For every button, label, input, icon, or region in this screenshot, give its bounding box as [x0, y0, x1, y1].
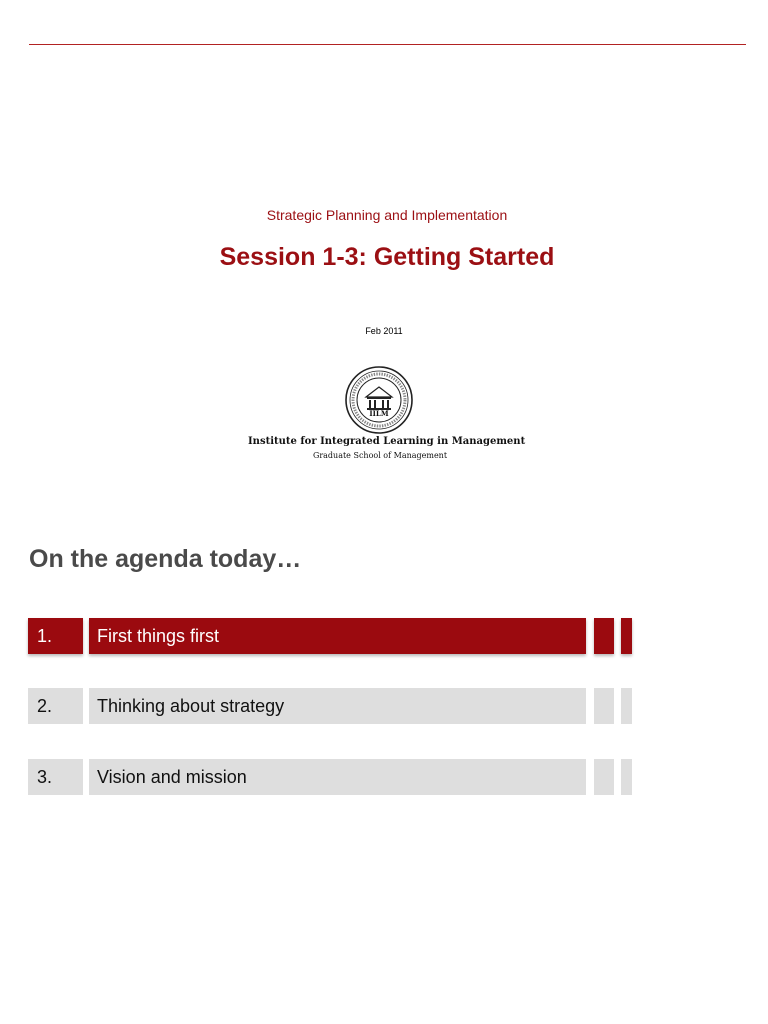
iilm-seal-icon — [344, 365, 414, 435]
agenda-item-label: First things first — [89, 618, 586, 654]
agenda-item-number: 3. — [28, 759, 83, 795]
top-divider — [29, 44, 746, 45]
agenda-item-3 — [28, 759, 634, 795]
institute-logo — [248, 365, 526, 465]
agenda-item-number: 2. — [28, 688, 83, 724]
session-title: Session 1-3: Getting Started — [219, 243, 555, 271]
institution-name: Institute for Integrated Learning in Management — [248, 436, 526, 447]
agenda-item-tab — [621, 688, 632, 724]
session-date: Feb 2011 — [365, 326, 403, 336]
agenda-item-tab — [594, 759, 614, 795]
agenda-item-tab — [594, 688, 614, 724]
agenda-item-number: 1. — [28, 618, 83, 654]
agenda-heading: On the agenda today… — [29, 545, 302, 573]
agenda-item-label: Vision and mission — [89, 759, 586, 795]
agenda-item-label: Thinking about strategy — [89, 688, 586, 724]
agenda-item-tab — [621, 759, 632, 795]
svg-text:IILM: IILM — [369, 409, 389, 418]
agenda-item-tab — [594, 618, 614, 654]
agenda-item-tab — [621, 618, 632, 654]
course-subtitle: Strategic Planning and Implementation — [266, 207, 508, 223]
agenda-item-2 — [28, 688, 634, 724]
agenda-item-1 — [28, 618, 634, 654]
school-name: Graduate School of Management — [312, 451, 448, 460]
